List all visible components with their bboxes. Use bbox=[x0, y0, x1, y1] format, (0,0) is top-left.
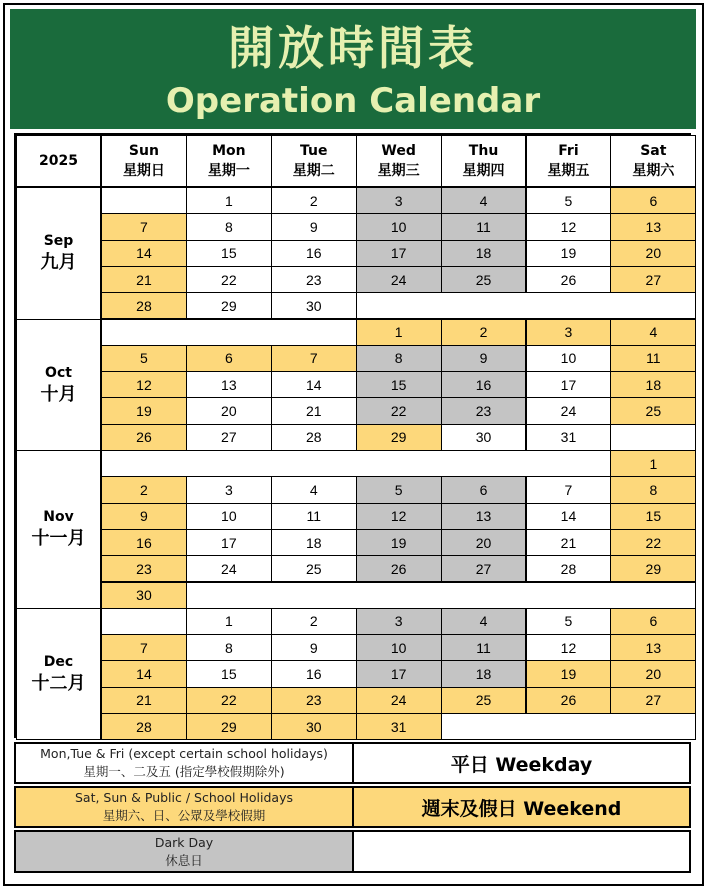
date-cell: 15 bbox=[186, 240, 272, 267]
date-cell: 28 bbox=[101, 713, 187, 740]
date-cell: 2 bbox=[271, 187, 357, 214]
date-cell: 14 bbox=[101, 660, 187, 687]
day-header-en: Sun bbox=[128, 143, 159, 159]
date-cell: 25 bbox=[441, 266, 527, 293]
date-cell: 4 bbox=[610, 319, 696, 346]
date-cell: 17 bbox=[186, 529, 272, 556]
date-cell: 18 bbox=[271, 529, 357, 556]
date-cell: 20 bbox=[441, 529, 527, 556]
date-cell: 28 bbox=[271, 424, 357, 451]
date-cell: 1 bbox=[186, 608, 272, 635]
date-cell: 27 bbox=[186, 424, 272, 451]
date-cell: 3 bbox=[186, 476, 272, 503]
date-cell: 14 bbox=[101, 240, 187, 267]
date-cell: 2 bbox=[441, 319, 527, 346]
day-header-mon bbox=[186, 135, 272, 187]
date-cell: 3 bbox=[356, 187, 442, 214]
title-chinese: 開放時間表 bbox=[228, 21, 478, 75]
date-cell: 3 bbox=[356, 608, 442, 635]
day-header-zh: 星期六 bbox=[632, 163, 675, 179]
date-cell: 13 bbox=[610, 213, 696, 240]
empty-cell bbox=[101, 319, 357, 346]
date-cell: 14 bbox=[526, 503, 612, 530]
date-cell: 27 bbox=[610, 687, 696, 714]
date-cell: 19 bbox=[526, 240, 612, 267]
day-header-en: Thu bbox=[468, 143, 499, 159]
date-cell: 22 bbox=[186, 266, 272, 293]
empty-cell bbox=[101, 187, 187, 214]
date-cell: 23 bbox=[441, 397, 527, 424]
date-cell: 12 bbox=[101, 371, 187, 398]
day-header-sat bbox=[610, 135, 696, 187]
date-cell: 12 bbox=[526, 634, 612, 661]
legend-dark-day-label bbox=[352, 830, 691, 873]
legend-weekday-desc-zh: 星期一、二及五 (指定學校假期除外) bbox=[83, 764, 285, 779]
date-cell: 16 bbox=[101, 529, 187, 556]
empty-cell bbox=[101, 608, 187, 635]
month-name-zh: 十二月 bbox=[31, 673, 86, 695]
day-header-thu bbox=[441, 135, 527, 187]
date-cell: 11 bbox=[271, 503, 357, 530]
date-cell: 21 bbox=[526, 529, 612, 556]
date-cell: 9 bbox=[101, 503, 187, 530]
date-cell: 11 bbox=[610, 345, 696, 372]
date-cell: 5 bbox=[356, 476, 442, 503]
date-cell: 20 bbox=[610, 240, 696, 267]
date-cell: 26 bbox=[526, 687, 612, 714]
date-cell: 24 bbox=[356, 687, 442, 714]
date-cell: 13 bbox=[441, 503, 527, 530]
date-cell: 17 bbox=[356, 240, 442, 267]
date-cell: 25 bbox=[441, 687, 527, 714]
day-header-wed bbox=[356, 135, 442, 187]
date-cell: 29 bbox=[186, 713, 272, 740]
month-label-nov bbox=[16, 450, 101, 609]
date-cell: 18 bbox=[441, 660, 527, 687]
date-cell: 30 bbox=[441, 424, 527, 451]
date-cell: 7 bbox=[526, 476, 612, 503]
date-cell: 29 bbox=[610, 555, 696, 582]
date-cell: 26 bbox=[526, 266, 612, 293]
date-cell: 24 bbox=[186, 555, 272, 582]
date-cell: 21 bbox=[101, 266, 187, 293]
date-cell: 2 bbox=[101, 476, 187, 503]
empty-cell bbox=[356, 292, 697, 319]
date-cell: 4 bbox=[441, 187, 527, 214]
date-cell: 21 bbox=[101, 687, 187, 714]
date-cell: 5 bbox=[526, 187, 612, 214]
legend-weekend-description bbox=[14, 786, 354, 828]
date-cell: 10 bbox=[356, 634, 442, 661]
date-cell: 1 bbox=[610, 450, 696, 477]
day-header-fri bbox=[526, 135, 612, 187]
date-cell: 1 bbox=[186, 187, 272, 214]
date-cell: 25 bbox=[271, 555, 357, 582]
month-name-en: Nov bbox=[43, 509, 74, 526]
day-header-zh: 星期五 bbox=[547, 163, 590, 179]
date-cell: 7 bbox=[271, 345, 357, 372]
date-cell: 22 bbox=[186, 687, 272, 714]
date-cell: 5 bbox=[101, 345, 187, 372]
date-cell: 17 bbox=[356, 660, 442, 687]
date-cell: 7 bbox=[101, 634, 187, 661]
month-name-zh: 十一月 bbox=[31, 528, 86, 550]
legend-weekday-desc-en: Mon,Tue & Fri (except certain school holidays) bbox=[40, 746, 328, 761]
month-name-en: Sep bbox=[43, 233, 74, 250]
legend-weekday-label: 平日 Weekday bbox=[352, 742, 691, 784]
date-cell: 23 bbox=[101, 555, 187, 582]
date-cell: 7 bbox=[101, 213, 187, 240]
date-cell: 8 bbox=[610, 476, 696, 503]
month-name-en: Dec bbox=[43, 654, 74, 671]
date-cell: 26 bbox=[101, 424, 187, 451]
date-cell: 19 bbox=[356, 529, 442, 556]
date-cell: 20 bbox=[186, 397, 272, 424]
date-cell: 31 bbox=[526, 424, 612, 451]
day-header-zh: 星期三 bbox=[377, 163, 420, 179]
month-name-zh: 九月 bbox=[40, 252, 77, 274]
date-cell: 10 bbox=[526, 345, 612, 372]
date-cell: 26 bbox=[356, 555, 442, 582]
date-cell: 5 bbox=[526, 608, 612, 635]
empty-cell bbox=[101, 450, 611, 477]
date-cell: 29 bbox=[356, 424, 442, 451]
day-header-en: Wed bbox=[381, 143, 416, 159]
date-cell: 28 bbox=[101, 292, 187, 319]
legend-weekend-label: 週末及假日 Weekend bbox=[352, 786, 691, 828]
date-cell: 27 bbox=[610, 266, 696, 293]
date-cell: 19 bbox=[101, 397, 187, 424]
date-cell: 15 bbox=[610, 503, 696, 530]
empty-cell bbox=[441, 713, 697, 740]
day-header-tue bbox=[271, 135, 357, 187]
day-header-sun bbox=[101, 135, 187, 187]
legend-dark-day-description bbox=[14, 830, 354, 873]
date-cell: 6 bbox=[186, 345, 272, 372]
date-cell: 16 bbox=[271, 240, 357, 267]
date-cell: 13 bbox=[186, 371, 272, 398]
day-header-en: Tue bbox=[300, 143, 328, 159]
day-header-en: Sat bbox=[640, 143, 667, 159]
month-name-zh: 十月 bbox=[40, 383, 77, 405]
day-header-en: Fri bbox=[558, 143, 579, 159]
date-cell: 22 bbox=[356, 397, 442, 424]
date-cell: 1 bbox=[356, 319, 442, 346]
date-cell: 8 bbox=[356, 345, 442, 372]
date-cell: 8 bbox=[186, 213, 272, 240]
date-cell: 24 bbox=[356, 266, 442, 293]
date-cell: 8 bbox=[186, 634, 272, 661]
date-cell: 18 bbox=[610, 371, 696, 398]
month-label-dec bbox=[16, 608, 101, 741]
date-cell: 20 bbox=[610, 660, 696, 687]
date-cell: 30 bbox=[101, 582, 187, 609]
date-cell: 28 bbox=[526, 555, 612, 582]
date-cell: 16 bbox=[441, 371, 527, 398]
date-cell: 9 bbox=[271, 213, 357, 240]
date-cell: 9 bbox=[441, 345, 527, 372]
date-cell: 11 bbox=[441, 213, 527, 240]
date-cell: 24 bbox=[526, 397, 612, 424]
date-cell: 4 bbox=[271, 476, 357, 503]
date-cell: 16 bbox=[271, 660, 357, 687]
date-cell: 30 bbox=[271, 713, 357, 740]
date-cell: 23 bbox=[271, 266, 357, 293]
day-header-en: Mon bbox=[212, 143, 246, 159]
calendar-table bbox=[14, 133, 691, 738]
legend-weekend-desc-zh: 星期六、日、公眾及學校假期 bbox=[102, 808, 266, 823]
empty-cell bbox=[186, 582, 696, 609]
date-cell: 12 bbox=[356, 503, 442, 530]
date-cell: 19 bbox=[526, 660, 612, 687]
title-banner bbox=[10, 9, 696, 129]
legend-dark-desc-zh: 休息日 bbox=[165, 852, 203, 868]
date-cell: 11 bbox=[441, 634, 527, 661]
legend-dark-desc-en: Dark Day bbox=[154, 834, 214, 850]
date-cell: 14 bbox=[271, 371, 357, 398]
date-cell: 21 bbox=[271, 397, 357, 424]
day-header-zh: 星期二 bbox=[292, 163, 335, 179]
date-cell: 18 bbox=[441, 240, 527, 267]
date-cell: 12 bbox=[526, 213, 612, 240]
date-cell: 31 bbox=[356, 713, 442, 740]
date-cell: 9 bbox=[271, 634, 357, 661]
date-cell: 15 bbox=[186, 660, 272, 687]
date-cell: 23 bbox=[271, 687, 357, 714]
date-cell: 2 bbox=[271, 608, 357, 635]
legend-weekday-description bbox=[14, 742, 354, 784]
date-cell: 17 bbox=[526, 371, 612, 398]
day-header-zh: 星期日 bbox=[122, 163, 165, 179]
date-cell: 29 bbox=[186, 292, 272, 319]
month-name-en: Oct bbox=[45, 364, 72, 381]
day-header-zh: 星期一 bbox=[207, 163, 250, 179]
date-cell: 6 bbox=[610, 187, 696, 214]
legend-weekend-desc-en: Sat, Sun & Public / School Holidays bbox=[74, 790, 294, 805]
date-cell: 4 bbox=[441, 608, 527, 635]
date-cell: 13 bbox=[610, 634, 696, 661]
year-cell: 2025 bbox=[16, 135, 101, 187]
date-cell: 15 bbox=[356, 371, 442, 398]
empty-cell bbox=[610, 424, 696, 451]
day-header-zh: 星期四 bbox=[462, 163, 505, 179]
date-cell: 27 bbox=[441, 555, 527, 582]
date-cell: 6 bbox=[610, 608, 696, 635]
date-cell: 30 bbox=[271, 292, 357, 319]
title-english: Operation Calendar bbox=[165, 81, 541, 121]
month-label-oct bbox=[16, 319, 101, 452]
date-cell: 6 bbox=[441, 476, 527, 503]
month-label-sep bbox=[16, 187, 101, 320]
date-cell: 10 bbox=[186, 503, 272, 530]
date-cell: 22 bbox=[610, 529, 696, 556]
date-cell: 25 bbox=[610, 397, 696, 424]
date-cell: 3 bbox=[526, 319, 612, 346]
date-cell: 10 bbox=[356, 213, 442, 240]
